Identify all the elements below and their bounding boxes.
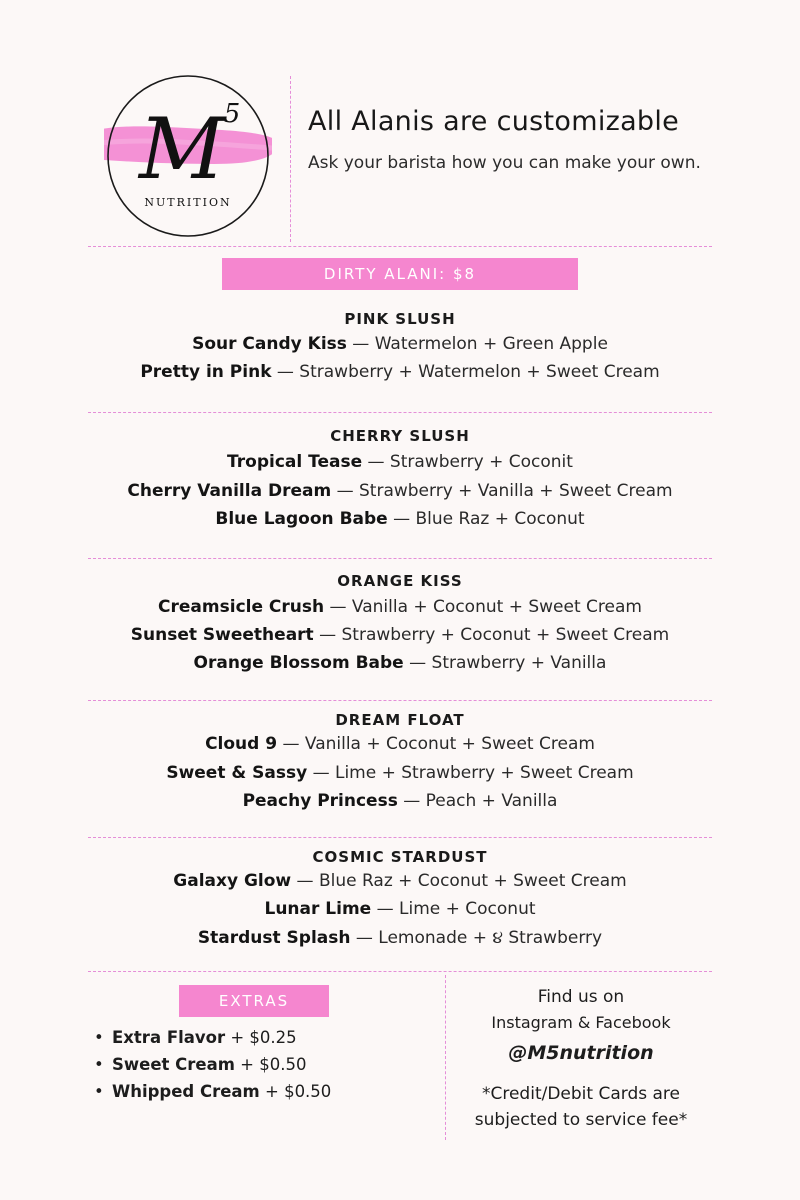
social-find-us: Find us on [537,987,625,1007]
extras-item: • Sweet Cream + $0.50 [94,1055,307,1074]
section-title: ORANGE KISS [337,572,463,590]
header-title: All Alanis are customizable [308,106,680,137]
extras-list [94,1028,331,1109]
divider [88,837,712,838]
menu-item: Sweet & Sassy — Lime + Strawberry + Sweet Cream [166,763,634,783]
menu-item: Creamsicle Crush — Vanilla + Coconut + Sweet Cream [158,597,642,617]
menu-item: Orange Blossom Babe — Strawberry + Vanilla [193,653,607,673]
menu-item: Tropical Tease — Strawberry + Coconit [227,452,573,472]
section-title: CHERRY SLUSH [330,427,470,445]
section-title: DREAM FLOAT [335,711,465,729]
divider [88,971,712,972]
menu-item: Galaxy Glow — Blue Raz + Coconut + Sweet Cream [173,871,627,891]
social-handle: @M5nutrition [508,1042,654,1064]
divider [88,700,712,701]
logo-letter: M [138,100,226,198]
payment-note-line2: subjected to service fee* [474,1110,688,1130]
header-subtitle: Ask your barista how you can make your own. [308,153,701,173]
header-vertical-divider [290,76,291,242]
extras-item: • Extra Flavor + $0.25 [94,1028,297,1047]
menu-item: Sour Candy Kiss — Watermelon + Green Apple [192,334,608,354]
menu-item: Sunset Sweetheart — Strawberry + Coconut + Sweet Cream [130,625,670,645]
extras-banner: EXTRAS [179,985,329,1017]
menu-item: Cloud 9 — Vanilla + Coconut + Sweet Cream [205,734,595,754]
payment-note-line1: *Credit/Debit Cards are [481,1084,680,1104]
social-platforms: Instagram & Facebook [491,1013,671,1032]
section-title: PINK SLUSH [344,310,456,328]
menu-item: Stardust Splash — Lemonade + ૪ Strawberry [197,928,603,948]
brand-logo [104,72,272,240]
logo-subtitle: NUTRITION [144,196,232,209]
menu-item: Pretty in Pink — Strawberry + Watermelon + Sweet Cream [140,362,660,382]
dirty-alani-banner: DIRTY ALANI: $8 [222,258,578,290]
menu-item: Peachy Princess — Peach + Vanilla [242,791,558,811]
divider [88,246,712,247]
logo-superscript: 5 [223,99,241,129]
logo-graphic [104,72,272,240]
menu-item: Cherry Vanilla Dream — Strawberry + Vanilla + Sweet Cream [127,481,673,501]
divider [88,412,712,413]
section-title: COSMIC STARDUST [312,848,488,866]
menu-item: Blue Lagoon Babe — Blue Raz + Coconut [215,509,585,529]
divider [88,558,712,559]
extras-item: • Whipped Cream + $0.50 [94,1082,332,1101]
menu-item: Lunar Lime — Lime + Coconut [264,899,536,919]
